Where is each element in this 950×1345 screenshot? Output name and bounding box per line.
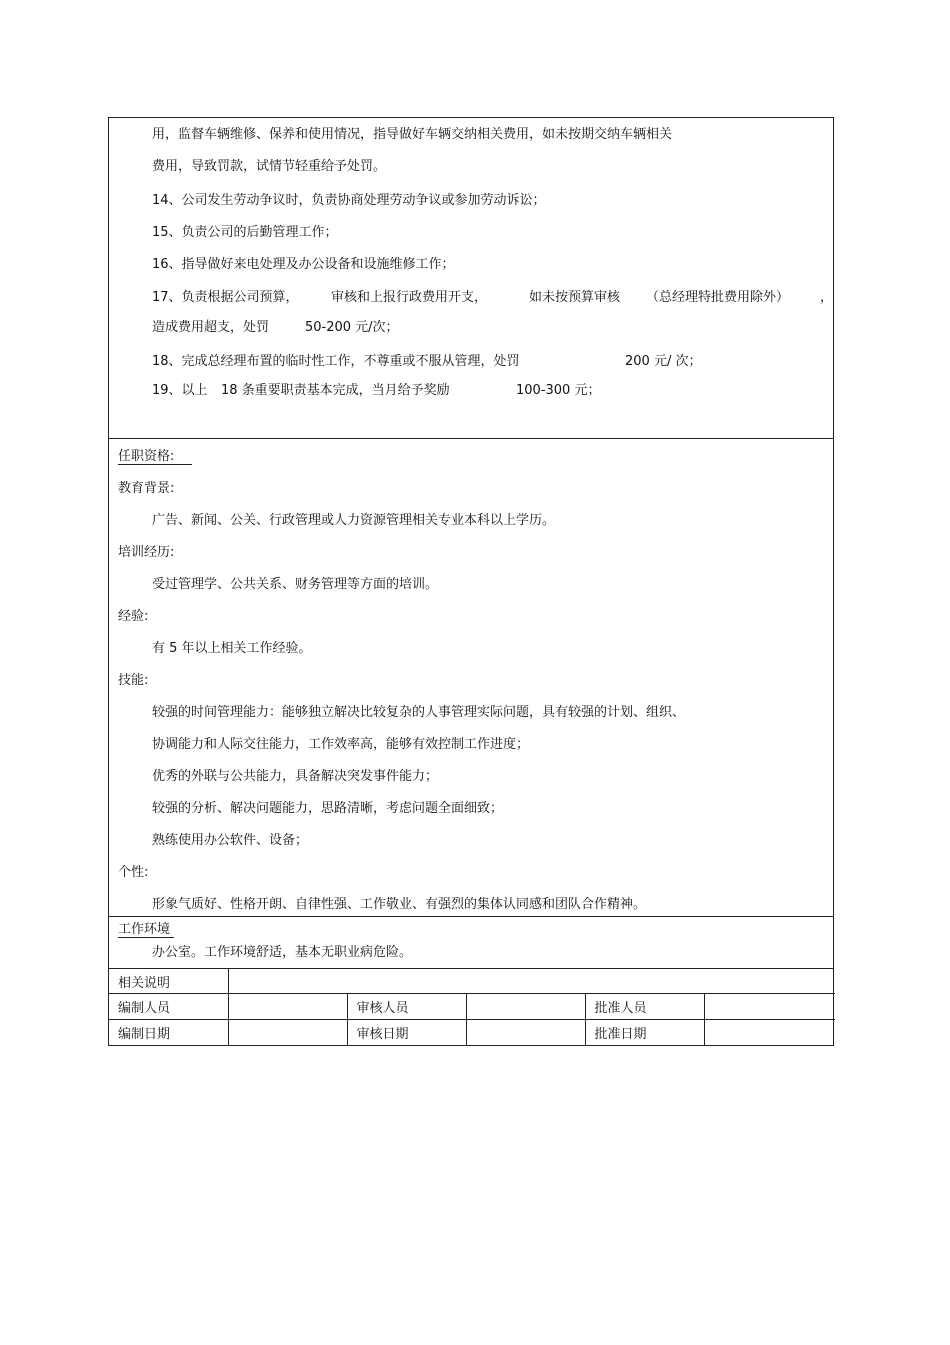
duties-section — [109, 118, 833, 439]
training-label: 培训经历: — [118, 545, 175, 560]
duty-line: 用，监督车辆维修、保养和使用情况，指导做好车辆交纳相关费用，如未按期交纳车辆相关 — [152, 127, 673, 142]
approved-by-label: 批准人员 — [585, 994, 704, 1020]
education-text: 广告、新闻、公关、行政管理或人力资源管理相关专业本科以上学历。 — [152, 513, 556, 528]
skill-item: 优秀的外联与公共能力，具备解决突发事件能力； — [152, 769, 439, 784]
environment-section — [109, 917, 833, 969]
approved-date-value — [704, 1020, 835, 1046]
approved-by-value — [704, 994, 835, 1020]
prepared-date-label: 编制日期 — [109, 1020, 228, 1046]
job-description-table — [108, 117, 834, 1046]
notes-row — [109, 969, 835, 994]
duty-item-15: 15、负责公司的后勤管理工作； — [152, 225, 338, 240]
skills-label: 技能: — [118, 673, 149, 688]
signoff-table — [109, 969, 835, 1045]
experience-text: 有 5 年以上相关工作经验。 — [152, 641, 312, 656]
duty-item-19-a: 19、以上 — [152, 383, 208, 398]
skill-item: 熟练使用办公软件、设备； — [152, 833, 309, 848]
duty-item-17-b: 审核和上报行政费用开支， — [331, 290, 488, 305]
prepared-date-value — [228, 1020, 347, 1046]
duty-line: 费用，导致罚款，试情节轻重给予处罚。 — [152, 159, 387, 174]
reviewed-by-label: 审核人员 — [347, 994, 466, 1020]
duty-item-17-e: ， — [820, 290, 834, 305]
duty-item-14: 14、公司发生劳动争议时，负责协商处理劳动争议或参加劳动诉讼； — [152, 193, 546, 208]
reviewed-date-label: 审核日期 — [347, 1020, 466, 1046]
approved-date-label: 批准日期 — [585, 1020, 704, 1046]
qualifications-section — [109, 439, 833, 917]
prepared-by-label: 编制人员 — [109, 994, 228, 1020]
reviewed-by-value — [466, 994, 585, 1020]
duty-item-18-a: 18、完成总经理布置的临时性工作，不尊重或不服从管理，处罚 — [152, 354, 520, 369]
notes-value — [228, 969, 835, 994]
reviewed-date-value — [466, 1020, 585, 1046]
qualifications-title: 任职资格: — [118, 449, 192, 465]
duty-item-16: 16、指导做好来电处理及办公设备和设施维修工作； — [152, 257, 455, 272]
training-text: 受过管理学、公共关系、财务管理等方面的培训。 — [152, 577, 439, 592]
duty-item-17-line2a: 造成费用超支，处罚 — [152, 320, 270, 335]
environment-text: 办公室。工作环境舒适，基本无职业病危险。 — [152, 945, 413, 960]
duty-item-19-c: 100-300 元； — [516, 383, 601, 398]
date-row — [109, 1020, 835, 1046]
duty-item-18-b: 200 元/ 次； — [625, 354, 702, 369]
duty-item-17-line2b: 50-200 元/次； — [305, 320, 399, 335]
duty-item-17-c: 如未按预算审核 — [529, 290, 621, 305]
prepared-by-value — [228, 994, 347, 1020]
skill-item: 较强的时间管理能力：能够独立解决比较复杂的人事管理实际问题，具有较强的计划、组织、 — [152, 705, 686, 720]
environment-label: 工作环境 — [118, 922, 174, 938]
skill-item: 协调能力和人际交往能力，工作效率高，能够有效控制工作进度； — [152, 737, 530, 752]
education-label: 教育背景: — [118, 481, 175, 496]
notes-label: 相关说明 — [118, 975, 171, 991]
duty-item-17-d: （总经理特批费用除外） — [646, 290, 790, 305]
skill-item: 较强的分析、解决问题能力，思路清晰，考虑问题全面细致； — [152, 801, 504, 816]
personality-label: 个性: — [118, 865, 149, 880]
personality-text: 形象气质好、性格开朗、自律性强、工作敬业、有强烈的集体认同感和团队合作精神。 — [152, 897, 647, 912]
duty-item-19-b: 18 条重要职责基本完成，当月给予奖励 — [221, 383, 450, 398]
experience-label: 经验: — [118, 609, 149, 624]
duty-item-17-a: 17、负责根据公司预算， — [152, 290, 299, 305]
preparer-row — [109, 994, 835, 1020]
